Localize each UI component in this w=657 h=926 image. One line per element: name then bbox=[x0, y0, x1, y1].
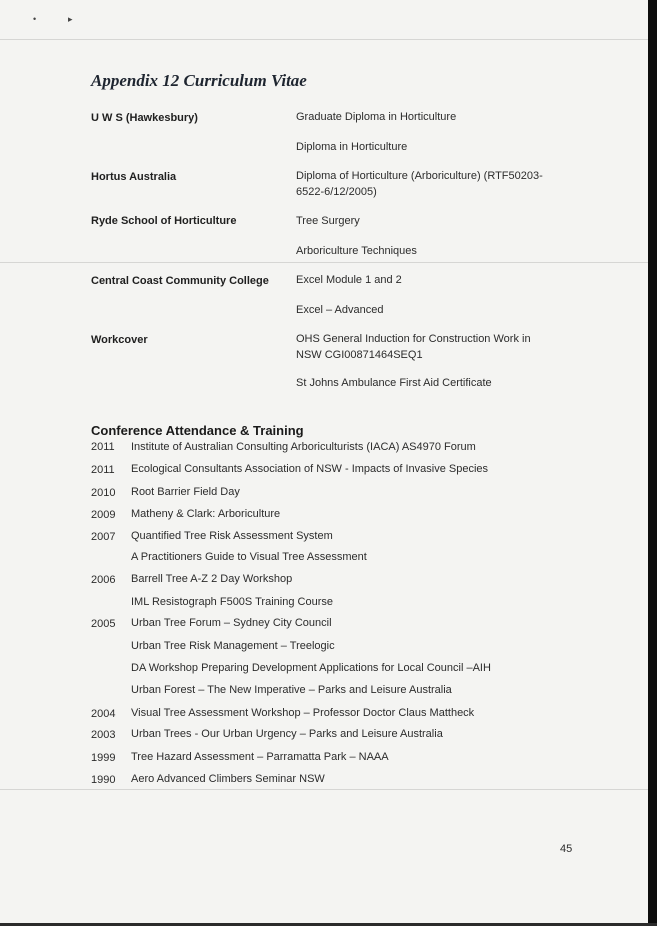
qualification: OHS General Induction for Construction Work in NSW CGI00871464SEQ1 bbox=[296, 333, 531, 361]
event-title: Urban Tree Risk Management – Treelogic bbox=[131, 640, 335, 652]
institution-name: Ryde School of Horticulture bbox=[91, 215, 237, 227]
event-title: A Practitioners Guide to Visual Tree Assessment bbox=[131, 551, 367, 563]
event-title: Quantified Tree Risk Assessment System bbox=[131, 530, 333, 542]
event-year: 1990 bbox=[91, 774, 116, 786]
qualification: Excel Module 1 and 2 bbox=[296, 274, 402, 286]
scan-line bbox=[0, 262, 648, 263]
dot-mark-icon: • bbox=[33, 14, 37, 24]
event-year: 1999 bbox=[91, 752, 116, 764]
event-title: Ecological Consultants Association of NSW - Impacts of Invasive Species bbox=[131, 463, 489, 475]
event-title: Root Barrier Field Day bbox=[131, 486, 240, 498]
event-year: 2005 bbox=[91, 618, 116, 630]
event-title: Urban Trees - Our Urban Urgency – Parks and Leisure Australia bbox=[131, 728, 443, 740]
event-title: Matheny & Clark: Arboriculture bbox=[131, 508, 281, 520]
scan-border-right bbox=[648, 0, 657, 926]
institution-name: Central Coast Community College bbox=[91, 275, 269, 287]
event-title: Institute of Australian Consulting Arboriculturists (IACA) AS4970 Forum bbox=[131, 441, 476, 453]
event-title: Tree Hazard Assessment – Parramatta Park – NAAA bbox=[131, 751, 389, 763]
qualification: Arboriculture Techniques bbox=[296, 245, 417, 257]
institution-name: Workcover bbox=[91, 334, 148, 346]
event-title: Aero Advanced Climbers Seminar NSW bbox=[131, 773, 325, 785]
event-year: 2011 bbox=[91, 464, 115, 476]
event-year: 2003 bbox=[91, 729, 116, 741]
event-year: 2004 bbox=[91, 708, 116, 720]
qualification: Diploma of Horticulture (Arboriculture) (RTF50203-6522-6/12/2005) bbox=[296, 170, 543, 198]
qualification: Graduate Diploma in Horticulture bbox=[296, 111, 457, 123]
section-heading: Conference Attendance & Training bbox=[91, 423, 304, 438]
institution-name: U W S (Hawkesbury) bbox=[91, 112, 198, 124]
scan-line bbox=[0, 789, 648, 790]
qualification: Diploma in Horticulture bbox=[296, 141, 408, 153]
page-number: 45 bbox=[560, 843, 573, 855]
event-year: 2011 bbox=[91, 441, 115, 453]
qualification: Excel – Advanced bbox=[296, 304, 384, 316]
event-year: 2009 bbox=[91, 509, 116, 521]
event-year: 2007 bbox=[91, 531, 116, 543]
arrow-mark-icon: ▸ bbox=[68, 14, 73, 24]
event-title: Urban Forest – The New Imperative – Parks and Leisure Australia bbox=[131, 684, 452, 696]
institution-name: Hortus Australia bbox=[91, 171, 177, 183]
event-title: IML Resistograph F500S Training Course bbox=[131, 596, 333, 608]
qualification: St Johns Ambulance First Aid Certificate bbox=[296, 377, 492, 389]
scan-line bbox=[0, 39, 648, 40]
event-year: 2006 bbox=[91, 574, 116, 586]
event-title: DA Workshop Preparing Development Applications for Local Council –AIH bbox=[131, 662, 491, 674]
qualification: Tree Surgery bbox=[296, 215, 360, 227]
event-year: 2010 bbox=[91, 487, 116, 499]
event-title: Visual Tree Assessment Workshop – Professor Doctor Claus Mattheck bbox=[131, 707, 475, 719]
event-title: Urban Tree Forum – Sydney City Council bbox=[131, 617, 332, 629]
page-title: Appendix 12 Curriculum Vitae bbox=[91, 71, 307, 90]
event-title: Barrell Tree A-Z 2 Day Workshop bbox=[131, 573, 293, 585]
